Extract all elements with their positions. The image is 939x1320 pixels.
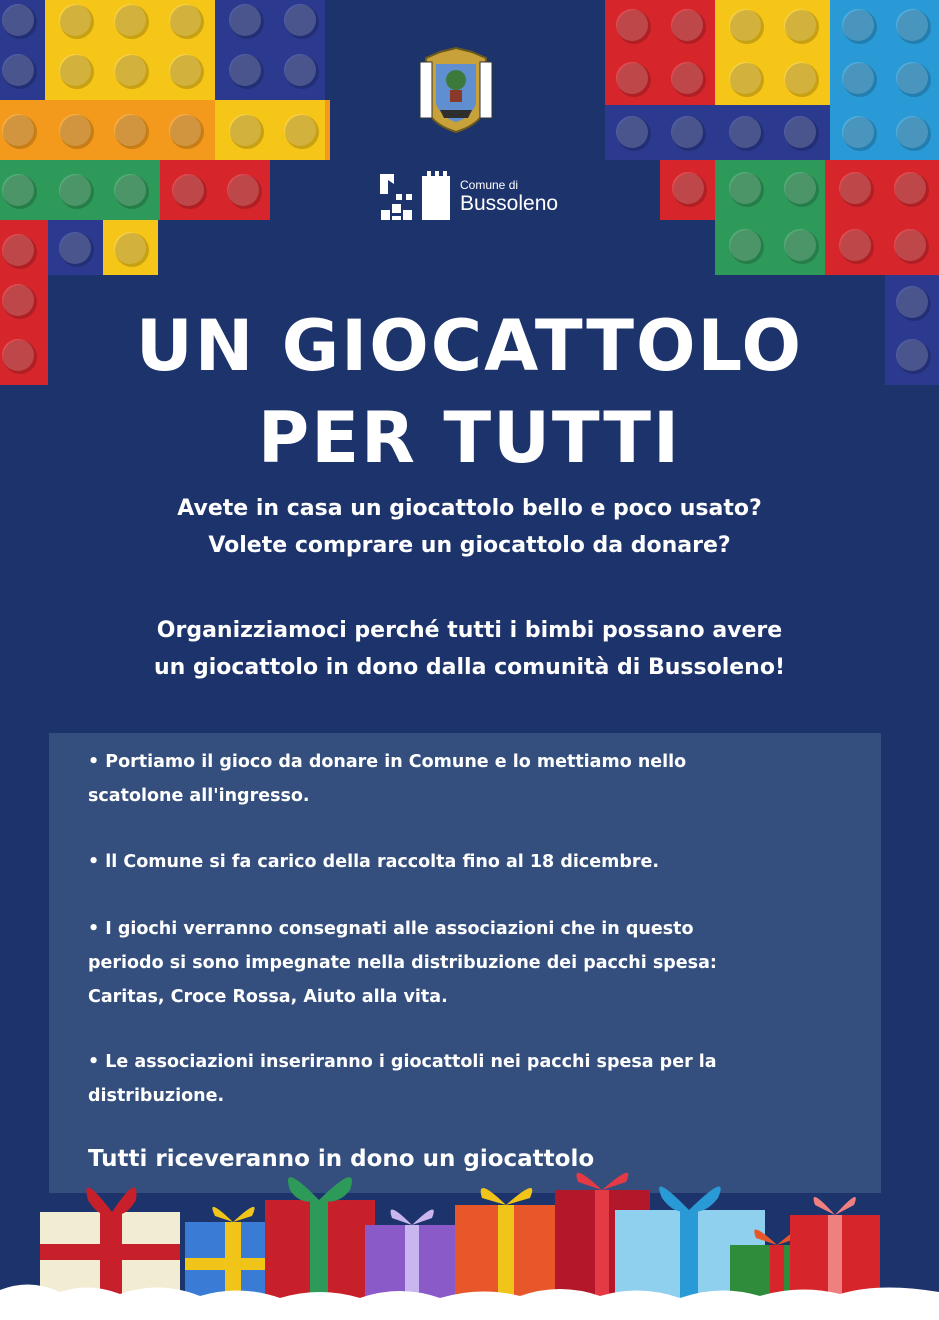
- castle-tower-icon: [378, 170, 454, 226]
- list-item-line: Caritas, Croce Rossa, Aiuto alla vita.: [88, 987, 448, 1007]
- call-to-action: [0, 612, 939, 686]
- list-item: [88, 912, 818, 1014]
- coat-of-arms-icon: [410, 44, 502, 136]
- list-item-line: periodo si sono impegnate nella distribuzione dei pacchi spesa:: [88, 953, 717, 973]
- intro-questions: [0, 490, 939, 564]
- title-line-1: UN GIOCATTOLO: [135, 305, 804, 387]
- call-line-2: un giocattolo in dono dalla comunità di Bussoleno!: [154, 655, 785, 680]
- list-item-line: • I giochi verranno consegnati alle associazioni che in questo: [88, 919, 694, 939]
- question-2: Volete comprare un giocattolo da donare?: [208, 533, 731, 558]
- question-1: Avete in casa un giocattolo bello e poco usato?: [177, 496, 762, 521]
- closing-statement: Tutti riceveranno in dono un giocattolo: [88, 1146, 595, 1172]
- logo-small-text: Comune di: [460, 178, 519, 192]
- logo-town-name: Bussoleno: [460, 192, 559, 215]
- list-item-line: distribuzione.: [88, 1086, 225, 1106]
- list-item-line: • ll Comune si fa carico della raccolta fino al 18 dicembre.: [88, 852, 660, 872]
- list-item-line: • Portiamo il gioco da donare in Comune e lo mettiamo nello: [88, 752, 687, 772]
- list-item-line: • Le associazioni inseriranno i giocattoli nei pacchi spesa per la: [88, 1052, 717, 1072]
- title-line-2: PER TUTTI: [257, 397, 682, 479]
- comune-logo: [378, 170, 578, 226]
- page-title: [0, 300, 939, 484]
- list-item: [88, 745, 818, 813]
- gift-boxes-decoration: [0, 1160, 939, 1320]
- list-item: [88, 845, 818, 879]
- call-line-1: Organizziamoci perché tutti i bimbi possano avere: [156, 618, 783, 643]
- list-item-line: scatolone all'ingresso.: [88, 786, 310, 806]
- list-item: [88, 1045, 818, 1113]
